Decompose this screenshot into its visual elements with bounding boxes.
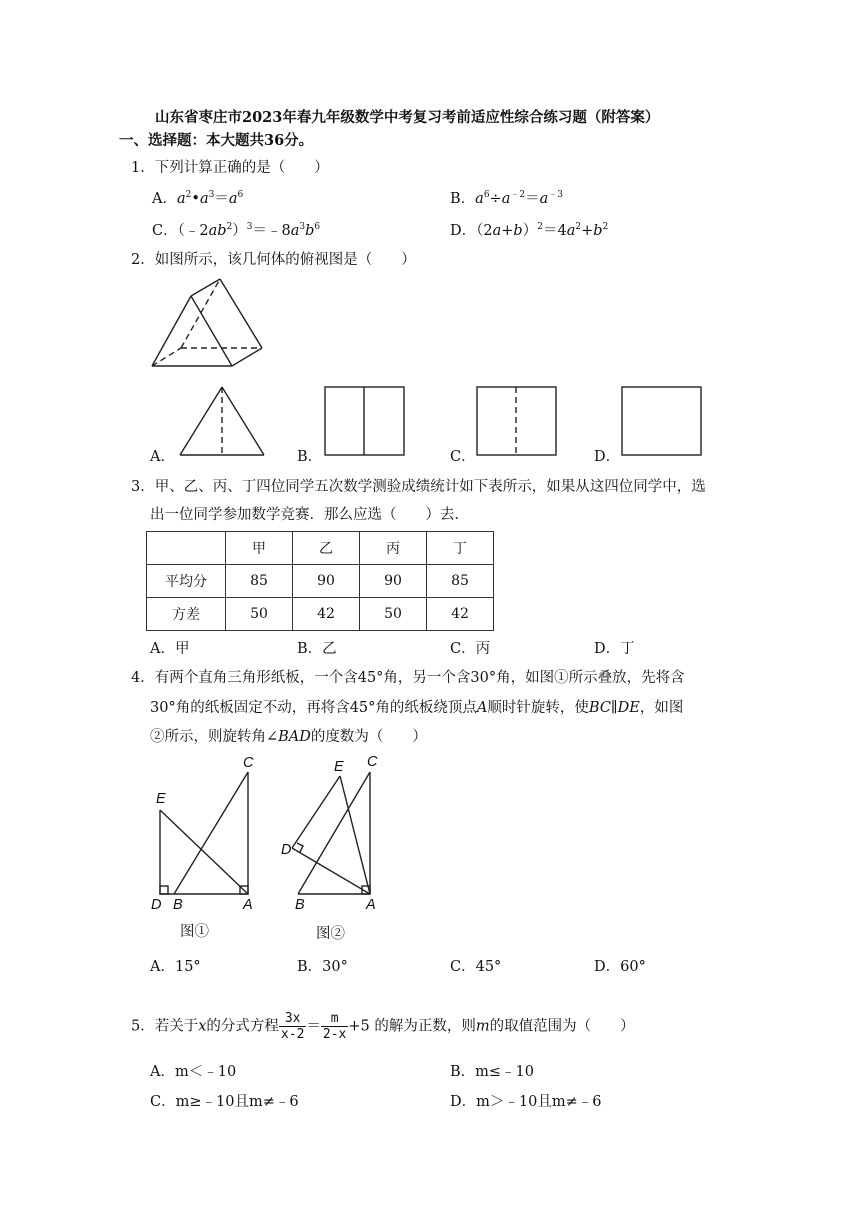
- table-header: 乙: [293, 532, 360, 565]
- fig2-label-c: C: [367, 754, 378, 770]
- fig1-label-e: E: [156, 791, 166, 807]
- q1-option-b: B．$a^6\div a^{﹣2}=a^{﹣3}$: [450, 190, 563, 207]
- fig1-label-d: D: [151, 897, 162, 913]
- q5-stem: 5．若关于x的分式方程 $\frac{3x}{x-2}$ ＝ $\frac{m}{2-x}$ +5 的解为正数，则m的取值范围为（ ）: [131, 1011, 635, 1042]
- fig2-label-e: E: [334, 759, 344, 775]
- fig1-label-c: C: [243, 755, 254, 771]
- fig2-label-d: D: [281, 842, 292, 858]
- table-cell: 平均分: [147, 565, 226, 598]
- fig1-label-a: A: [243, 897, 253, 913]
- table-header: 丙: [360, 532, 427, 565]
- q4-option-d: D．60°: [594, 959, 646, 975]
- q3-option-b: B．乙: [297, 641, 337, 657]
- q1-option-d: D．$(2a+b)^2=4a^2+b^2$: [450, 222, 609, 239]
- table-cell: 50: [360, 598, 427, 631]
- q1-option-a: A．$a^2•a^3=a^6$: [152, 190, 244, 207]
- q2-option-c-label: C．: [450, 449, 476, 465]
- q3-stem-line2: 出一位同学参加数学竞赛．那么应选（ ）去．: [150, 507, 469, 523]
- q5-fraction-2: $\frac{m}{2-x}$: [322, 1011, 347, 1042]
- section-heading: 一、选择题：本大题共36分。: [119, 132, 314, 149]
- q1-stem: 1．下列计算正确的是（ ）: [131, 160, 329, 176]
- table-cell: 方差: [147, 598, 226, 631]
- q3-option-d: D．丁: [594, 641, 635, 657]
- q4-option-b: B．30°: [297, 959, 348, 975]
- q4-option-c: C．45°: [450, 959, 502, 975]
- q2-option-d-label: D．: [594, 449, 621, 465]
- fig2-label-b: B: [295, 897, 305, 913]
- fig1-label-b: B: [173, 897, 183, 913]
- q3-stem-line1: 3．甲、乙、丙、丁四位同学五次数学测验成绩统计如下表所示，如果从这四位同学中，选: [131, 479, 706, 495]
- document-title: 山东省枣庄市2023年春九年级数学中考复习考前适应性综合练习题（附答案）: [155, 109, 660, 126]
- q5-option-a: A．m＜﹣10: [150, 1064, 237, 1080]
- table-cell: 85: [427, 565, 494, 598]
- q2-stem: 2．如图所示，该几何体的俯视图是（ ）: [131, 252, 416, 268]
- q5-option-d: D．m＞﹣10且m≠﹣6: [450, 1094, 602, 1110]
- q3-option-c: C．丙: [450, 641, 491, 657]
- table-header: 丁: [427, 532, 494, 565]
- fig2-label-a: A: [366, 897, 376, 913]
- table-cell: 85: [226, 565, 293, 598]
- table-cell: 50: [226, 598, 293, 631]
- table-cell: 90: [293, 565, 360, 598]
- q5-option-b: B．m≤﹣10: [450, 1064, 535, 1080]
- q2-option-a-label: A．: [150, 449, 175, 465]
- fig2-caption: 图②: [316, 926, 345, 942]
- q2-option-b-label: B．: [297, 449, 323, 465]
- q4-option-a: A．15°: [150, 959, 201, 975]
- q1-option-c: C．$(﹣2ab^2)^3=﹣8a^3b^6$: [152, 222, 321, 239]
- table-header: 甲: [226, 532, 293, 565]
- q4-stem-line2: 30°角的纸板固定不动，再将含45°角的纸板绕顶点A顺时针旋转，使BC∥DE，如图: [150, 700, 684, 716]
- q5-fraction-1: $\frac{3x}{x-2}$: [280, 1011, 305, 1042]
- q5-option-c: C．m≥﹣10且m≠﹣6: [150, 1094, 299, 1110]
- q4-stem-line1: 4．有两个直角三角形纸板，一个含45°角，另一个含30°角，如图①所示叠放，先将含: [131, 670, 685, 686]
- table-cell: 42: [427, 598, 494, 631]
- q4-stem-line3: ②所示，则旋转角∠BAD的度数为（ ）: [150, 729, 427, 745]
- table-cell: 42: [293, 598, 360, 631]
- table-cell: 90: [360, 565, 427, 598]
- q3-option-a: A．甲: [150, 641, 190, 657]
- fig1-caption: 图①: [180, 924, 209, 940]
